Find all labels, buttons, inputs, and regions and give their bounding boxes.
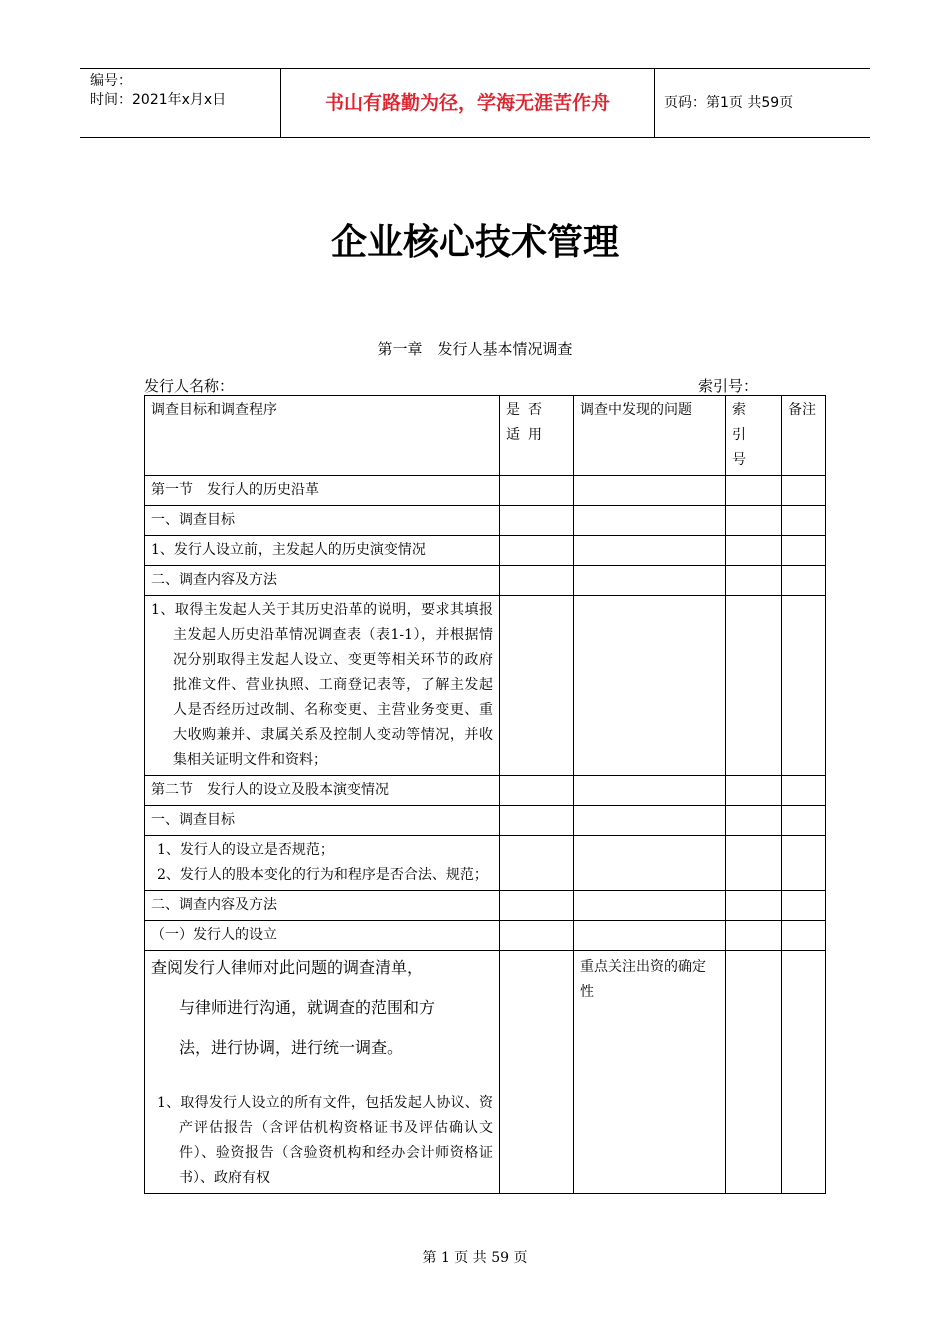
table-row: [145, 566, 826, 596]
table-row: [145, 921, 826, 951]
number-label: 编号：: [90, 73, 132, 89]
paragraph: 1、取得发行人设立的所有文件，包括发起人协议、资产评估报告（含评估机构资格证书及评估确认文件）、验资报告（含验资机构和经办会计师资格证书）、政府有权: [157, 1095, 493, 1186]
row-text: 第一节 发行人的历史沿革: [145, 476, 500, 506]
issue-note: 重点关注出资的确定性: [574, 951, 726, 1194]
goal-item-1: 1、发行人的设立是否规范；: [157, 842, 334, 858]
header-index: 索引号: [726, 396, 782, 476]
header-issues: 调查中发现的问题: [574, 396, 726, 476]
goal-item-2: 2、发行人的股本变化的行为和程序是否合法、规范；: [157, 867, 488, 883]
row-text: 二、调查内容及方法: [145, 891, 500, 921]
time-label: 时间：2021年x月x日: [90, 92, 227, 108]
row-text: 1、发行人设立前，主发起人的历史演变情况: [145, 536, 500, 566]
document-header: [80, 68, 870, 138]
page-title: 企业核心技术管理: [330, 222, 619, 263]
table-row: [145, 891, 826, 921]
table-row: [145, 776, 826, 806]
motto: 书山有路勤为径，学海无涯苦作舟: [281, 69, 655, 137]
table-row: [145, 951, 826, 1194]
row-text: [145, 951, 500, 1194]
paragraph: 与律师进行沟通，就调查的范围和方: [179, 998, 436, 1017]
survey-table: [144, 395, 826, 1194]
row-text: 一、调查目标: [145, 506, 500, 536]
header-remarks: 备注: [782, 396, 826, 476]
header-applicable: 是否适用: [500, 396, 574, 476]
table-header-row: [145, 396, 826, 476]
row-text: 一、调查目标: [145, 806, 500, 836]
table-row: [145, 506, 826, 536]
header-meta-cell: [80, 69, 281, 137]
row-text: 1、取得主发起人关于其历史沿革的说明，要求其填报主发起人历史沿革情况调查表（表1-1），并根据情况分别取得主发起人设立、变更等相关环节的政府批准文件、营业执照、工商登记表等，了解主发起人是否经历过改制、名称变更、主营业务变更、重大收购兼并、隶属关系及控制人变动等情况，并收集相关证明文件和资料；: [145, 596, 500, 776]
table-row: [145, 476, 826, 506]
header-procedure: 调查目标和调查程序: [145, 396, 500, 476]
table-row: [145, 806, 826, 836]
issuer-name-label: 发行人名称：: [144, 377, 235, 395]
index-number-label: 索引号：: [698, 377, 759, 395]
table-row: [145, 536, 826, 566]
page-info: 页码：第1页 共59页: [664, 95, 794, 111]
table-row: [145, 836, 826, 891]
page-footer: 第 1 页 共 59 页: [422, 1250, 528, 1266]
row-text: 第二节 发行人的设立及股本演变情况: [145, 776, 500, 806]
chapter-heading: 第一章 发行人基本情况调查: [377, 340, 573, 358]
row-text: [145, 836, 500, 891]
table-row: [145, 596, 826, 776]
row-text: （一）发行人的设立: [145, 921, 500, 951]
row-text: 二、调查内容及方法: [145, 566, 500, 596]
paragraph: 法，进行协调，进行统一调查。: [179, 1038, 404, 1057]
paragraph: 查阅发行人律师对此问题的调查清单，: [151, 958, 424, 977]
